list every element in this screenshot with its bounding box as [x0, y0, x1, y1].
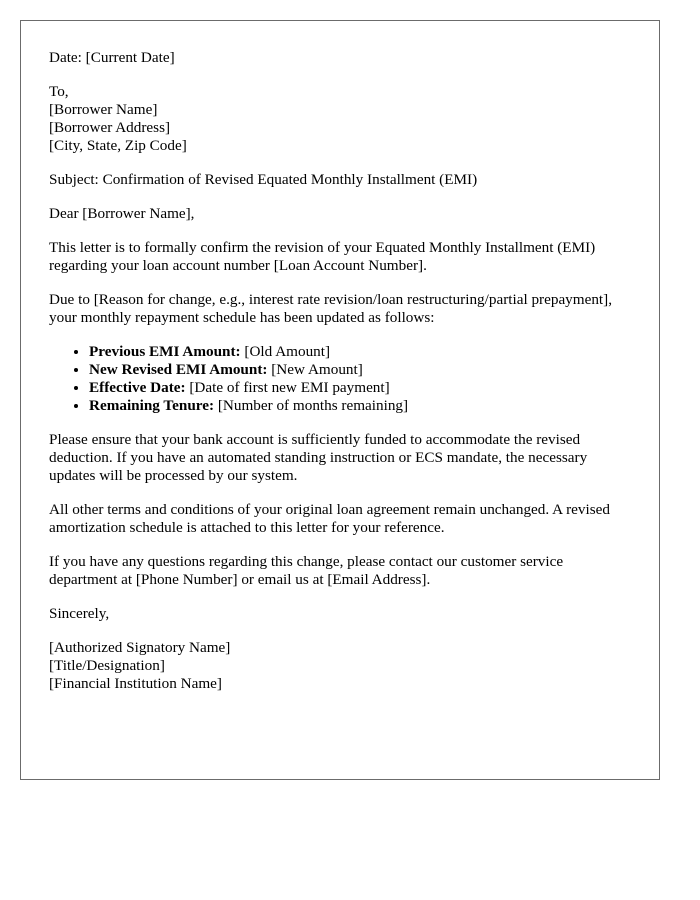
list-item-effective-date [89, 379, 631, 397]
detail-value: [New Amount] [267, 361, 363, 378]
detail-label: Previous EMI Amount: [89, 343, 241, 360]
signatory-title: [Title/Designation] [49, 657, 165, 674]
detail-label: New Revised EMI Amount: [89, 361, 268, 378]
body-paragraph-3: Please ensure that your bank account is sufficiently funded to accommodate the revised deduction. If you have an automated standing instruction or ECS mandate, the necessary updates will be processed by our system. [49, 431, 588, 484]
body-paragraph-2: Due to [Reason for change, e.g., interest rate revision/loan restructuring/partial prepayment], your monthly repayment schedule has been updated as follows: [49, 291, 612, 326]
date-line: Date: [Current Date] [49, 49, 175, 66]
list-item-remaining-tenure [89, 397, 631, 415]
recipient-block [49, 83, 631, 155]
recipient-city: [City, State, Zip Code] [49, 137, 187, 154]
subject-line: Subject: Confirmation of Revised Equated Monthly Installment (EMI) [49, 171, 478, 188]
body-paragraph-1: This letter is to formally confirm the revision of your Equated Monthly Installment (EMI) regarding your loan account number [Loan Account Number]. [49, 239, 596, 274]
institution-name: [Financial Institution Name] [49, 675, 222, 692]
recipient-name: [Borrower Name] [49, 101, 158, 118]
emi-details-list [49, 343, 631, 415]
body-paragraph-5: If you have any questions regarding this change, please contact our customer service department at [Phone Number] or email us at [Email Address]. [49, 553, 564, 588]
detail-value: [Old Amount] [240, 343, 331, 360]
list-item-previous-emi [89, 343, 631, 361]
letter-container [20, 20, 660, 780]
recipient-address: [Borrower Address] [49, 119, 171, 136]
closing: Sincerely, [49, 605, 110, 622]
salutation: Dear [Borrower Name], [49, 205, 195, 222]
detail-value: [Date of first new EMI payment] [185, 379, 390, 396]
signatory-name: [Authorized Signatory Name] [49, 639, 231, 656]
detail-value: [Number of months remaining] [214, 397, 409, 414]
recipient-to: To, [49, 83, 69, 100]
detail-label: Remaining Tenure: [89, 397, 215, 414]
body-paragraph-4: All other terms and conditions of your original loan agreement remain unchanged. A revised amortization schedule is attached to this letter for your reference. [49, 501, 610, 536]
detail-label: Effective Date: [89, 379, 186, 396]
signature-block [49, 639, 631, 693]
list-item-new-emi [89, 361, 631, 379]
